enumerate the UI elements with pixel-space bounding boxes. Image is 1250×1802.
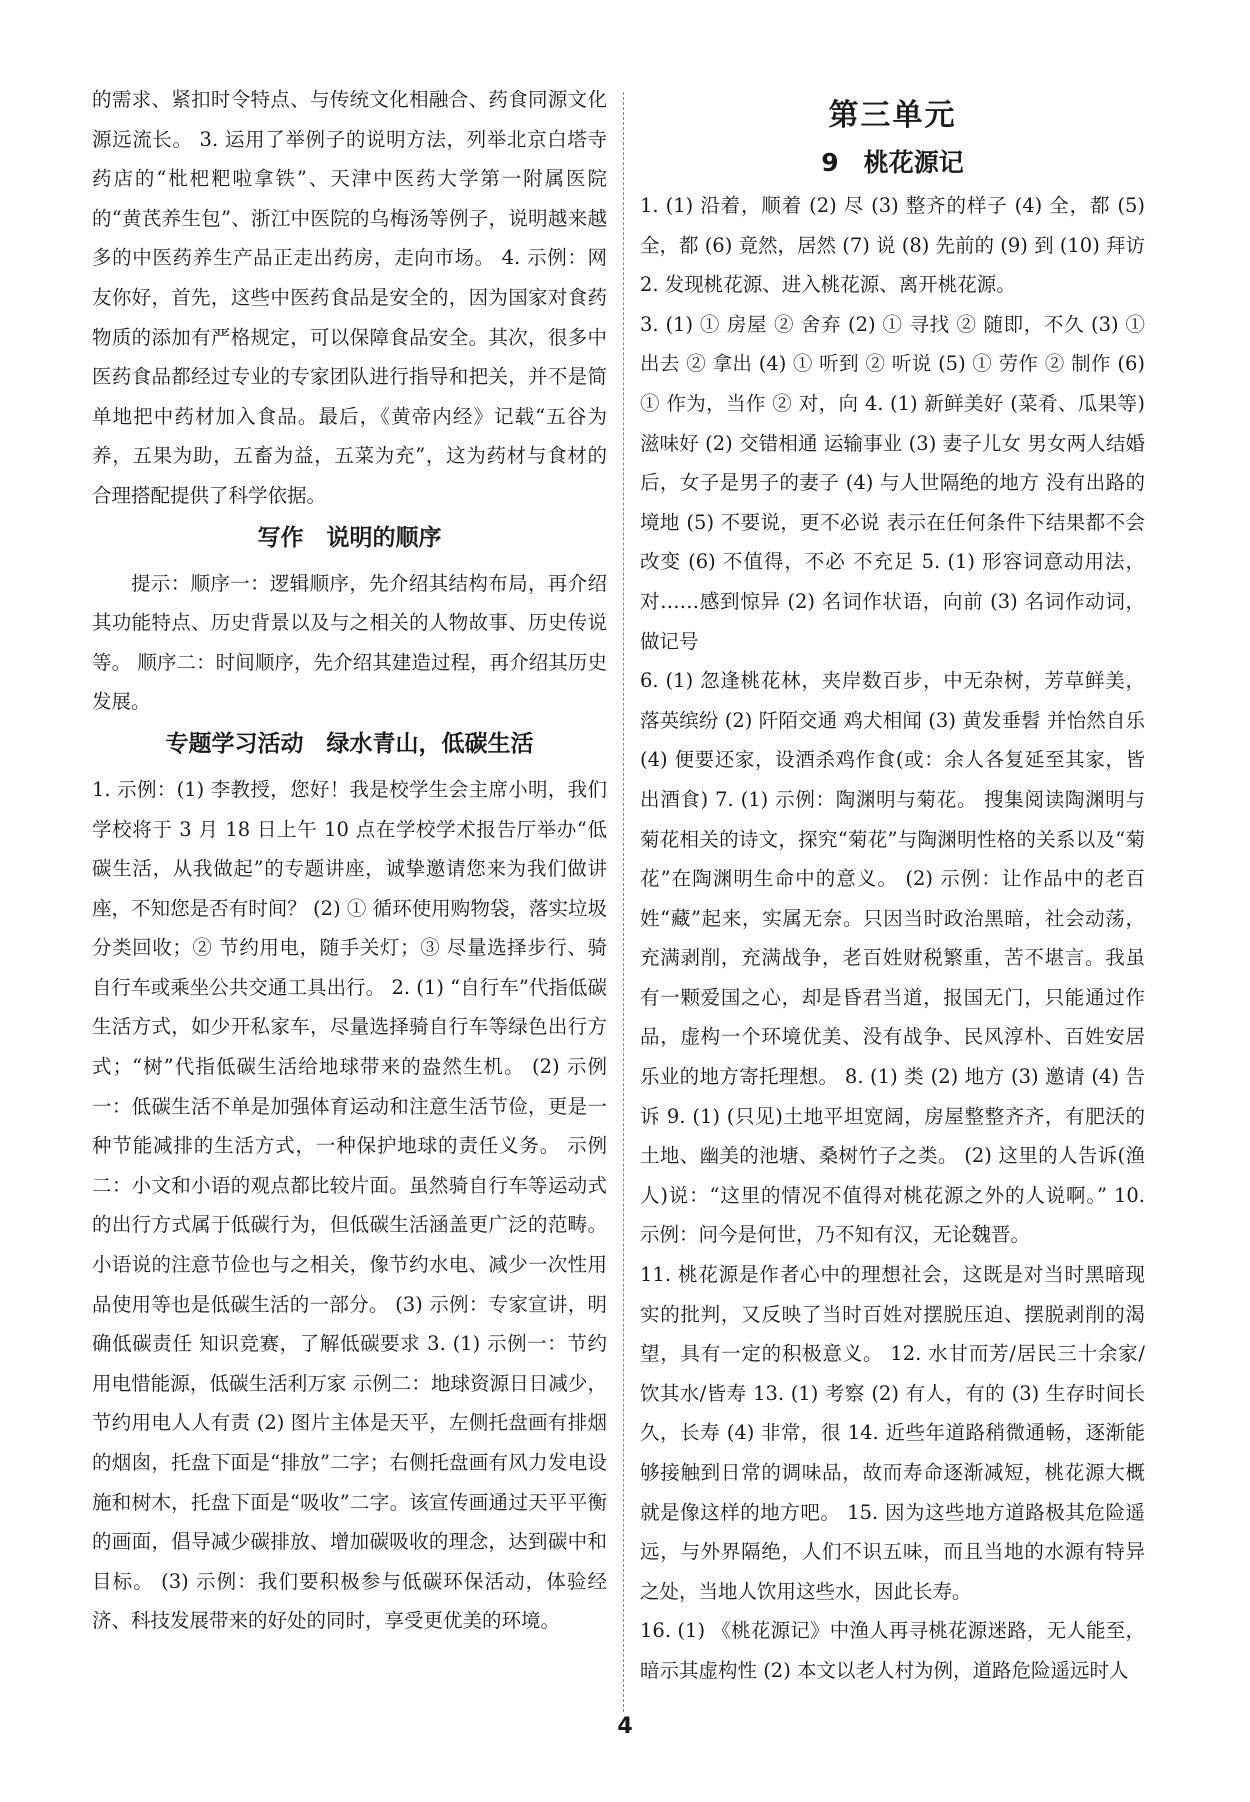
writing-hint-paragraph: 提示：顺序一：逻辑顺序，先介绍其结构布局，再介绍其功能特点、历史背景以及与之相关的人物故事、历史传说等。 顺序二：时间顺序，先介绍其建造过程，再介绍其历史发展。 bbox=[92, 571, 607, 714]
answer-paragraph: 的需求、紧扣时令特点、与传统文化相融合、药食同源文化源远流长。 3. 运用了举例子的说明方法，列举北京白塔寺药店的“枇杷粑啦拿铁”、天津中医药大学第一附属医院的“黄芪养生包”、浙江中医院的乌梅汤等例子，说明越来越多的中医药养生产品正走出药房，走向市场。 4. 示例：网友你好，首先，这些中医药食品是安全的，因为国家对食药物质的添加有严格规定，可以保障食品安全。其次，很多中医药食品都经过专业的专家团队进行指导和把关，并不是简单地把中药材加入食品。最后，《黄帝内经》记载“五谷为养，五果为助，五畜为益，五菜为充”，这为药材与食材的合理搭配提供了科学依据。 bbox=[92, 88, 607, 507]
lesson-title: 9 桃花源记 bbox=[821, 148, 964, 177]
answer-paragraph: 16. (1) 《桃花源记》中渔人再寻桃花源迷路，无人能至，暗示其虚构性 (2) 本文以老人村为例，道路危险遥远时人 bbox=[640, 1619, 1145, 1682]
page-number: 4 bbox=[617, 1714, 633, 1739]
answer-paragraph: 11. 桃花源是作者心中的理想社会，这既是对当时黑暗现实的批判，又反映了当时百姓对摆脱压迫、摆脱剥削的渴望，具有一定的积极意义。 12. 水甘而芳/居民三十余家/饮其水/皆寿 13. (1) 考察 (2) 有人，有的 (3) 生存时间长久，长寿 (4) 非常，很 14. 近些年道路稍微通畅，逐渐能够接触到日常的调味品，故而寿命逐渐减短，桃花源大概就是像这样的地方吧。 15. 因为这些地方道路极其危险遥远，与外界隔绝，人们不识五味，而且当地的水源有特异之处，当地人饮用这些水，因此长寿。 bbox=[640, 1263, 1145, 1603]
section-title-writing: 写作 说明的顺序 bbox=[257, 524, 442, 551]
answer-paragraph: 1. (1) 沿着，顺着 (2) 尽 (3) 整齐的样子 (4) 全，都 (5) 全，都 (6) 竟然，居然 (7) 说 (8) 先前的 (9) 到 (10) 拜访 2. 发现桃花源、进入桃花源、离开桃花源。 bbox=[640, 194, 1146, 297]
answer-paragraph: 6. (1) 忽逢桃花林，夹岸数百步，中无杂树，芳草鲜美，落英缤纷 (2) 阡陌交通 鸡犬相闻 (3) 黄发垂髫 并怡然自乐 (4) 便要还家，设酒杀鸡作食(或：余人各复延至其家，皆出酒食) 7. (1) 示例：陶渊明与菊花。 搜集阅读陶渊明与菊花相关的诗文，探究“菊花”与陶渊明性格的关系以及“菊花”在陶渊明生命中的意义。 (2) 示例：让作品中的老百姓“藏”起来，实属无奈。只因当时政治黑暗，社会动荡，充满剥削，充满战争，老百姓财税繁重，苦不堪言。我虽有一颗爱国之心，却是昏君当道，报国无门，只能通过作品，虚构一个环境优美、没有战争、民风淳朴、百姓安居乐业的地方寄托理想。 8. (1) 类 (2) 地方 (3) 邀请 (4) 告诉 9. (1) (只见)土地平坦宽阔，房屋整整齐齐，有肥沃的土地、幽美的池塘、桑树竹子之类。 (2) 这里的人告诉(渔人)说：“这里的情况不值得对桃花源之外的人说啊。” 10. 示例：问今是何世，乃不知有汉，无论魏晋。 bbox=[640, 669, 1145, 1247]
column-divider bbox=[623, 92, 624, 1712]
left-column bbox=[92, 80, 607, 1641]
activity-answer-paragraph: 1. 示例：(1) 李教授，您好！我是校学生会主席小明，我们学校将于 3 月 18 日上午 10 点在学校学术报告厅举办“低碳生活，从我做起”的专题讲座，诚挚邀请您来为我们做讲座，不知您是否有时间？ (2) ① 循环使用购物袋，落实垃圾分类回收；② 节约用电，随手关灯；③ 尽量选择步行、骑自行车或乘坐公共交通工具出行。 2. (1) “自行车”代指低碳生活方式，如少开私家车，尽量选择骑自行车等绿色出行方式；“树”代指低碳生活给地球带来的盎然生机。 (2) 示例一：低碳生活不单是加强体育运动和注意生活节俭，更是一种节能减排的生活方式，一种保护地球的责任义务。 示例二：小文和小语的观点都比较片面。虽然骑自行车等运动式的出行方式属于低碳行为，但低碳生活涵盖更广泛的范畴。小语说的注意节俭也与之相关，像节约水电、减少一次性用品使用等也是低碳生活的一部分。 (3) 示例：专家宣讲，明确低碳责任 知识竞赛，了解低碳要求 3. (1) 示例一：节约用电惜能源，低碳生活利万家 示例二：地球资源日日减少，节约用电人人有责 (2) 图片主体是天平，左侧托盘画有排烟的烟囱，托盘下面是“排放”二字；右侧托盘画有风力发电设施和树木，托盘下面是“吸收”二字。该宣传画通过天平平衡的画面，倡导减少碳排放、增加碳吸收的理念，达到碳中和目标。 (3) 示例：我们要积极参与低碳环保活动，体验经济、科技发展带来的好处的同时，享受更优美的环境。 bbox=[92, 777, 607, 1633]
unit-title: 第三单元 bbox=[828, 98, 957, 133]
answer-paragraph: 3. (1) ① 房屋 ② 舍弃 (2) ① 寻找 ② 随即，不久 (3) ① 出去 ② 拿出 (4) ① 听到 ② 听说 (5) ① 劳作 ② 制作 (6) ① 作为，当作 ② 对，向 4. (1) 新鲜美好 (菜肴、瓜果等)滋味好 (2) 交错相通 运输事业 (3) 妻子儿女 男女两人结婚后，女子是男子的妻子 (4) 与人世隔绝的地方 没有出路的境地 (5) 不要说，更不必说 表示在任何条件下结果都不会改变 (6) 不值得，不必 不充足 5. (1) 形容词意动用法，对……感到惊异 (2) 名词作状语，向前 (3) 名词作动词，做记号 bbox=[640, 312, 1145, 653]
section-title-activity: 专题学习活动 绿水青山，低碳生活 bbox=[165, 730, 534, 757]
right-column bbox=[640, 80, 1145, 1691]
